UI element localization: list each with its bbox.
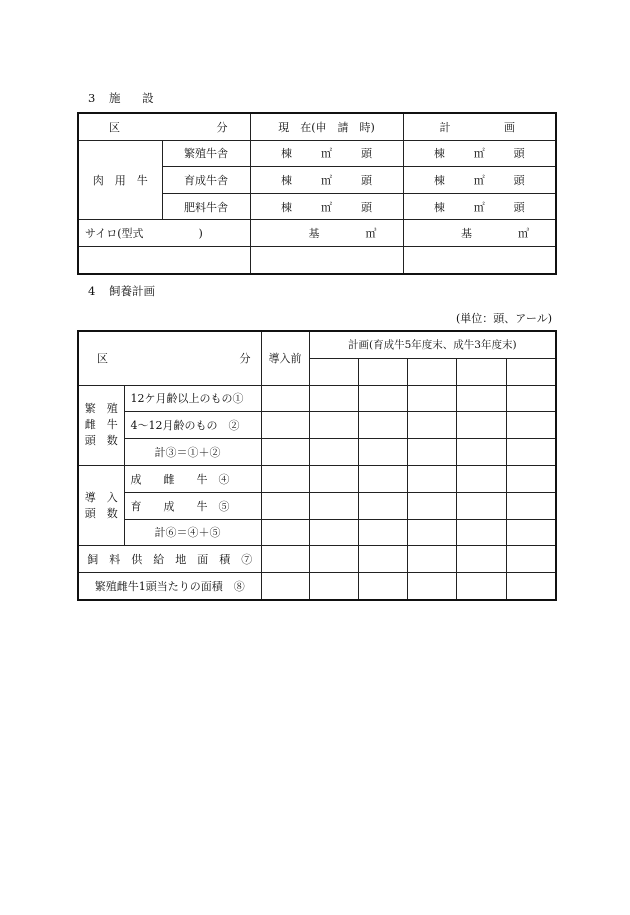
feed-area-row (78, 546, 556, 573)
unit-note: (単位：頭、アール) (455, 312, 552, 325)
section-3-title-b: 設 (142, 91, 154, 105)
breeding-row-3 (78, 439, 556, 466)
empty-cell-1 (78, 246, 250, 273)
silo-row (78, 220, 556, 247)
facility-plan-2: 棟 ㎡ 頭 (403, 167, 556, 194)
plan-header-before: 導入前 (261, 331, 309, 385)
breeding-2-before (261, 412, 309, 439)
plan-header-row-1 (78, 331, 556, 358)
plan-header-bun: 分 (239, 352, 251, 366)
breeding-row-2 (78, 412, 556, 439)
section-3-title (88, 90, 154, 106)
breeding-3-before (261, 439, 309, 466)
breeding-label-1: 12ケ月齢以上のもの① (124, 385, 261, 412)
plan-header-ku: 区 (97, 352, 108, 366)
header-ku: 区 (109, 120, 120, 134)
intro-row-3 (78, 519, 556, 546)
plan-year-col-5 (506, 358, 556, 385)
breeding-row-1 (78, 385, 556, 412)
feed-area-label: 飼 料 供 給 地 面 積 ⑦ (78, 546, 261, 573)
intro-label-1: 成 雌 牛 ④ (124, 465, 261, 492)
empty-cell-2 (250, 246, 403, 273)
plan-header-plan: 計画(育成牛5年度末、成牛3年度末) (309, 331, 556, 358)
empty-cell-3 (403, 246, 556, 273)
header-bun: 分 (216, 120, 228, 134)
facility-current-3: 棟 ㎡ 頭 (250, 193, 403, 220)
intro-row-2 (78, 492, 556, 519)
facility-label-2: 育成牛舎 (162, 167, 250, 194)
breeding-1-before (261, 385, 309, 412)
header-plan (403, 113, 556, 140)
silo-plan: 基 ㎥ (403, 220, 556, 247)
intro-3-before (261, 519, 309, 546)
breeding-label-2: 4～12月齢のもの ② (124, 412, 261, 439)
silo-current: 基 ㎥ (250, 220, 403, 247)
facility-current-2: 棟 ㎡ 頭 (250, 167, 403, 194)
header-kubun (78, 113, 250, 140)
group-introduced: 導 入 頭 数 (78, 465, 124, 545)
breeding-label-3: 計③＝①＋② (124, 439, 261, 466)
plan-year-col-4 (456, 358, 506, 385)
section-4-number: 4 (88, 284, 96, 298)
intro-1-before (261, 465, 309, 492)
header-plan-b: 画 (504, 120, 515, 134)
plan-header-kubun (78, 331, 261, 385)
plan-year-col-3 (407, 358, 456, 385)
feed-area-before (261, 546, 309, 573)
section-4-title-text: 飼養計画 (108, 284, 155, 298)
category-beef-cattle: 肉 用 牛 (78, 140, 162, 220)
facility-label-3: 肥料牛舎 (162, 193, 250, 220)
per-head-row (78, 573, 556, 600)
plan-year-col-2 (358, 358, 407, 385)
empty-row (78, 246, 556, 273)
section-4-title (88, 283, 155, 299)
intro-label-2: 育 成 牛 ⑤ (124, 492, 261, 519)
group-breeding-females: 繁 殖 雌 牛 頭 数 (78, 385, 124, 465)
intro-label-3: 計⑥＝④＋⑤ (124, 519, 261, 546)
facility-label-1: 繁殖牛舎 (162, 140, 250, 167)
intro-row-1 (78, 465, 556, 492)
plan-year-col-1 (309, 358, 358, 385)
feeding-plan-table (77, 330, 557, 601)
facilities-header-row (78, 113, 556, 140)
per-head-before (261, 573, 309, 600)
header-plan-a: 計 (439, 120, 451, 134)
intro-2-before (261, 492, 309, 519)
facility-current-1: 棟 ㎡ 頭 (250, 140, 403, 167)
header-current: 現 在(申 請 時) (250, 113, 403, 140)
facilities-table (77, 112, 557, 275)
per-head-label: 繁殖雌牛1頭当たりの面積 ⑧ (78, 573, 261, 600)
section-3-number: 3 (88, 91, 96, 105)
facility-row-1 (78, 140, 556, 167)
facility-plan-1: 棟 ㎡ 頭 (403, 140, 556, 167)
facility-plan-3: 棟 ㎡ 頭 (403, 193, 556, 220)
silo-label: サイロ(型式 ) (78, 220, 250, 247)
section-3-title-a: 施 (108, 91, 121, 105)
